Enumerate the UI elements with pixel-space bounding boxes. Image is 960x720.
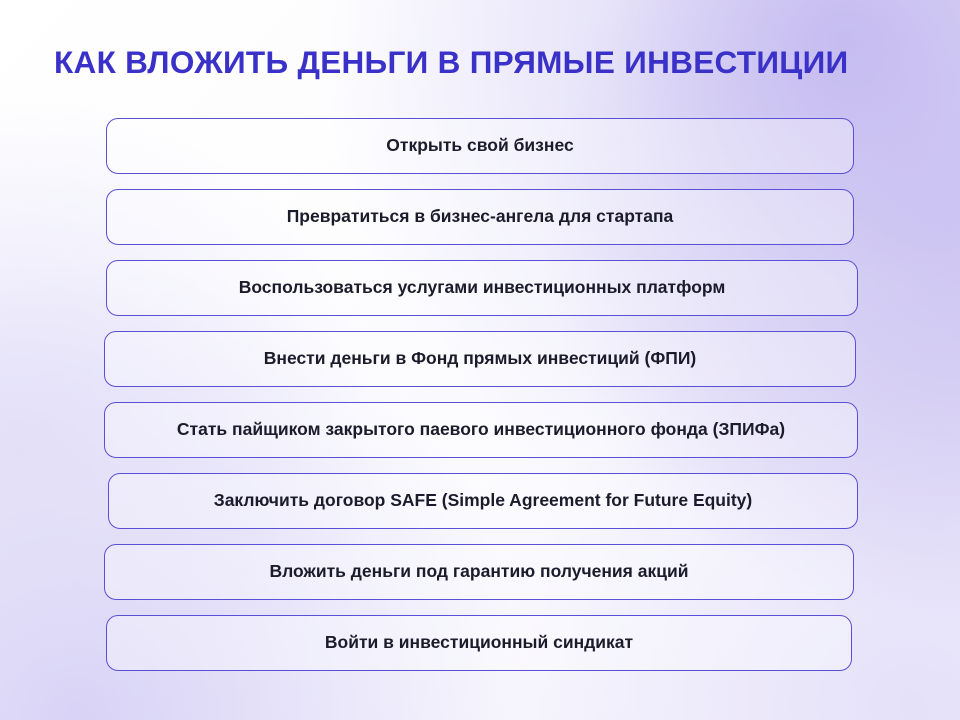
option-label: Превратиться в бизнес-ангела для стартапа [286, 206, 674, 227]
option-label: Заключить договор SAFE (Simple Agreement for Future Equity) [213, 490, 753, 511]
list-item [0, 331, 960, 387]
option-chip-2[interactable] [106, 189, 854, 245]
option-chip-5[interactable] [104, 402, 858, 458]
list-item [0, 615, 960, 671]
option-label: Вложить деньги под гарантию получения акций [269, 561, 689, 582]
option-chip-3[interactable] [106, 260, 858, 316]
list-item [0, 544, 960, 600]
list-item [0, 118, 960, 174]
option-label: Внести деньги в Фонд прямых инвестиций (ФПИ) [263, 348, 697, 369]
list-item [0, 473, 960, 529]
list-item [0, 189, 960, 245]
option-chip-7[interactable] [104, 544, 854, 600]
option-chip-4[interactable] [104, 331, 856, 387]
option-label: Воспользоваться услугами инвестиционных платформ [238, 277, 726, 298]
page-title: КАК ВЛОЖИТЬ ДЕНЬГИ В ПРЯМЫЕ ИНВЕСТИЦИИ [54, 44, 849, 80]
option-label: Стать пайщиком закрытого паевого инвестиционного фонда (ЗПИФа) [176, 419, 786, 440]
options-list [0, 118, 960, 686]
option-chip-8[interactable] [106, 615, 852, 671]
option-label: Войти в инвестиционный синдикат [324, 632, 634, 653]
option-chip-1[interactable] [106, 118, 854, 174]
option-chip-6[interactable] [108, 473, 858, 529]
list-item [0, 402, 960, 458]
list-item [0, 260, 960, 316]
option-label: Открыть свой бизнес [386, 135, 574, 156]
